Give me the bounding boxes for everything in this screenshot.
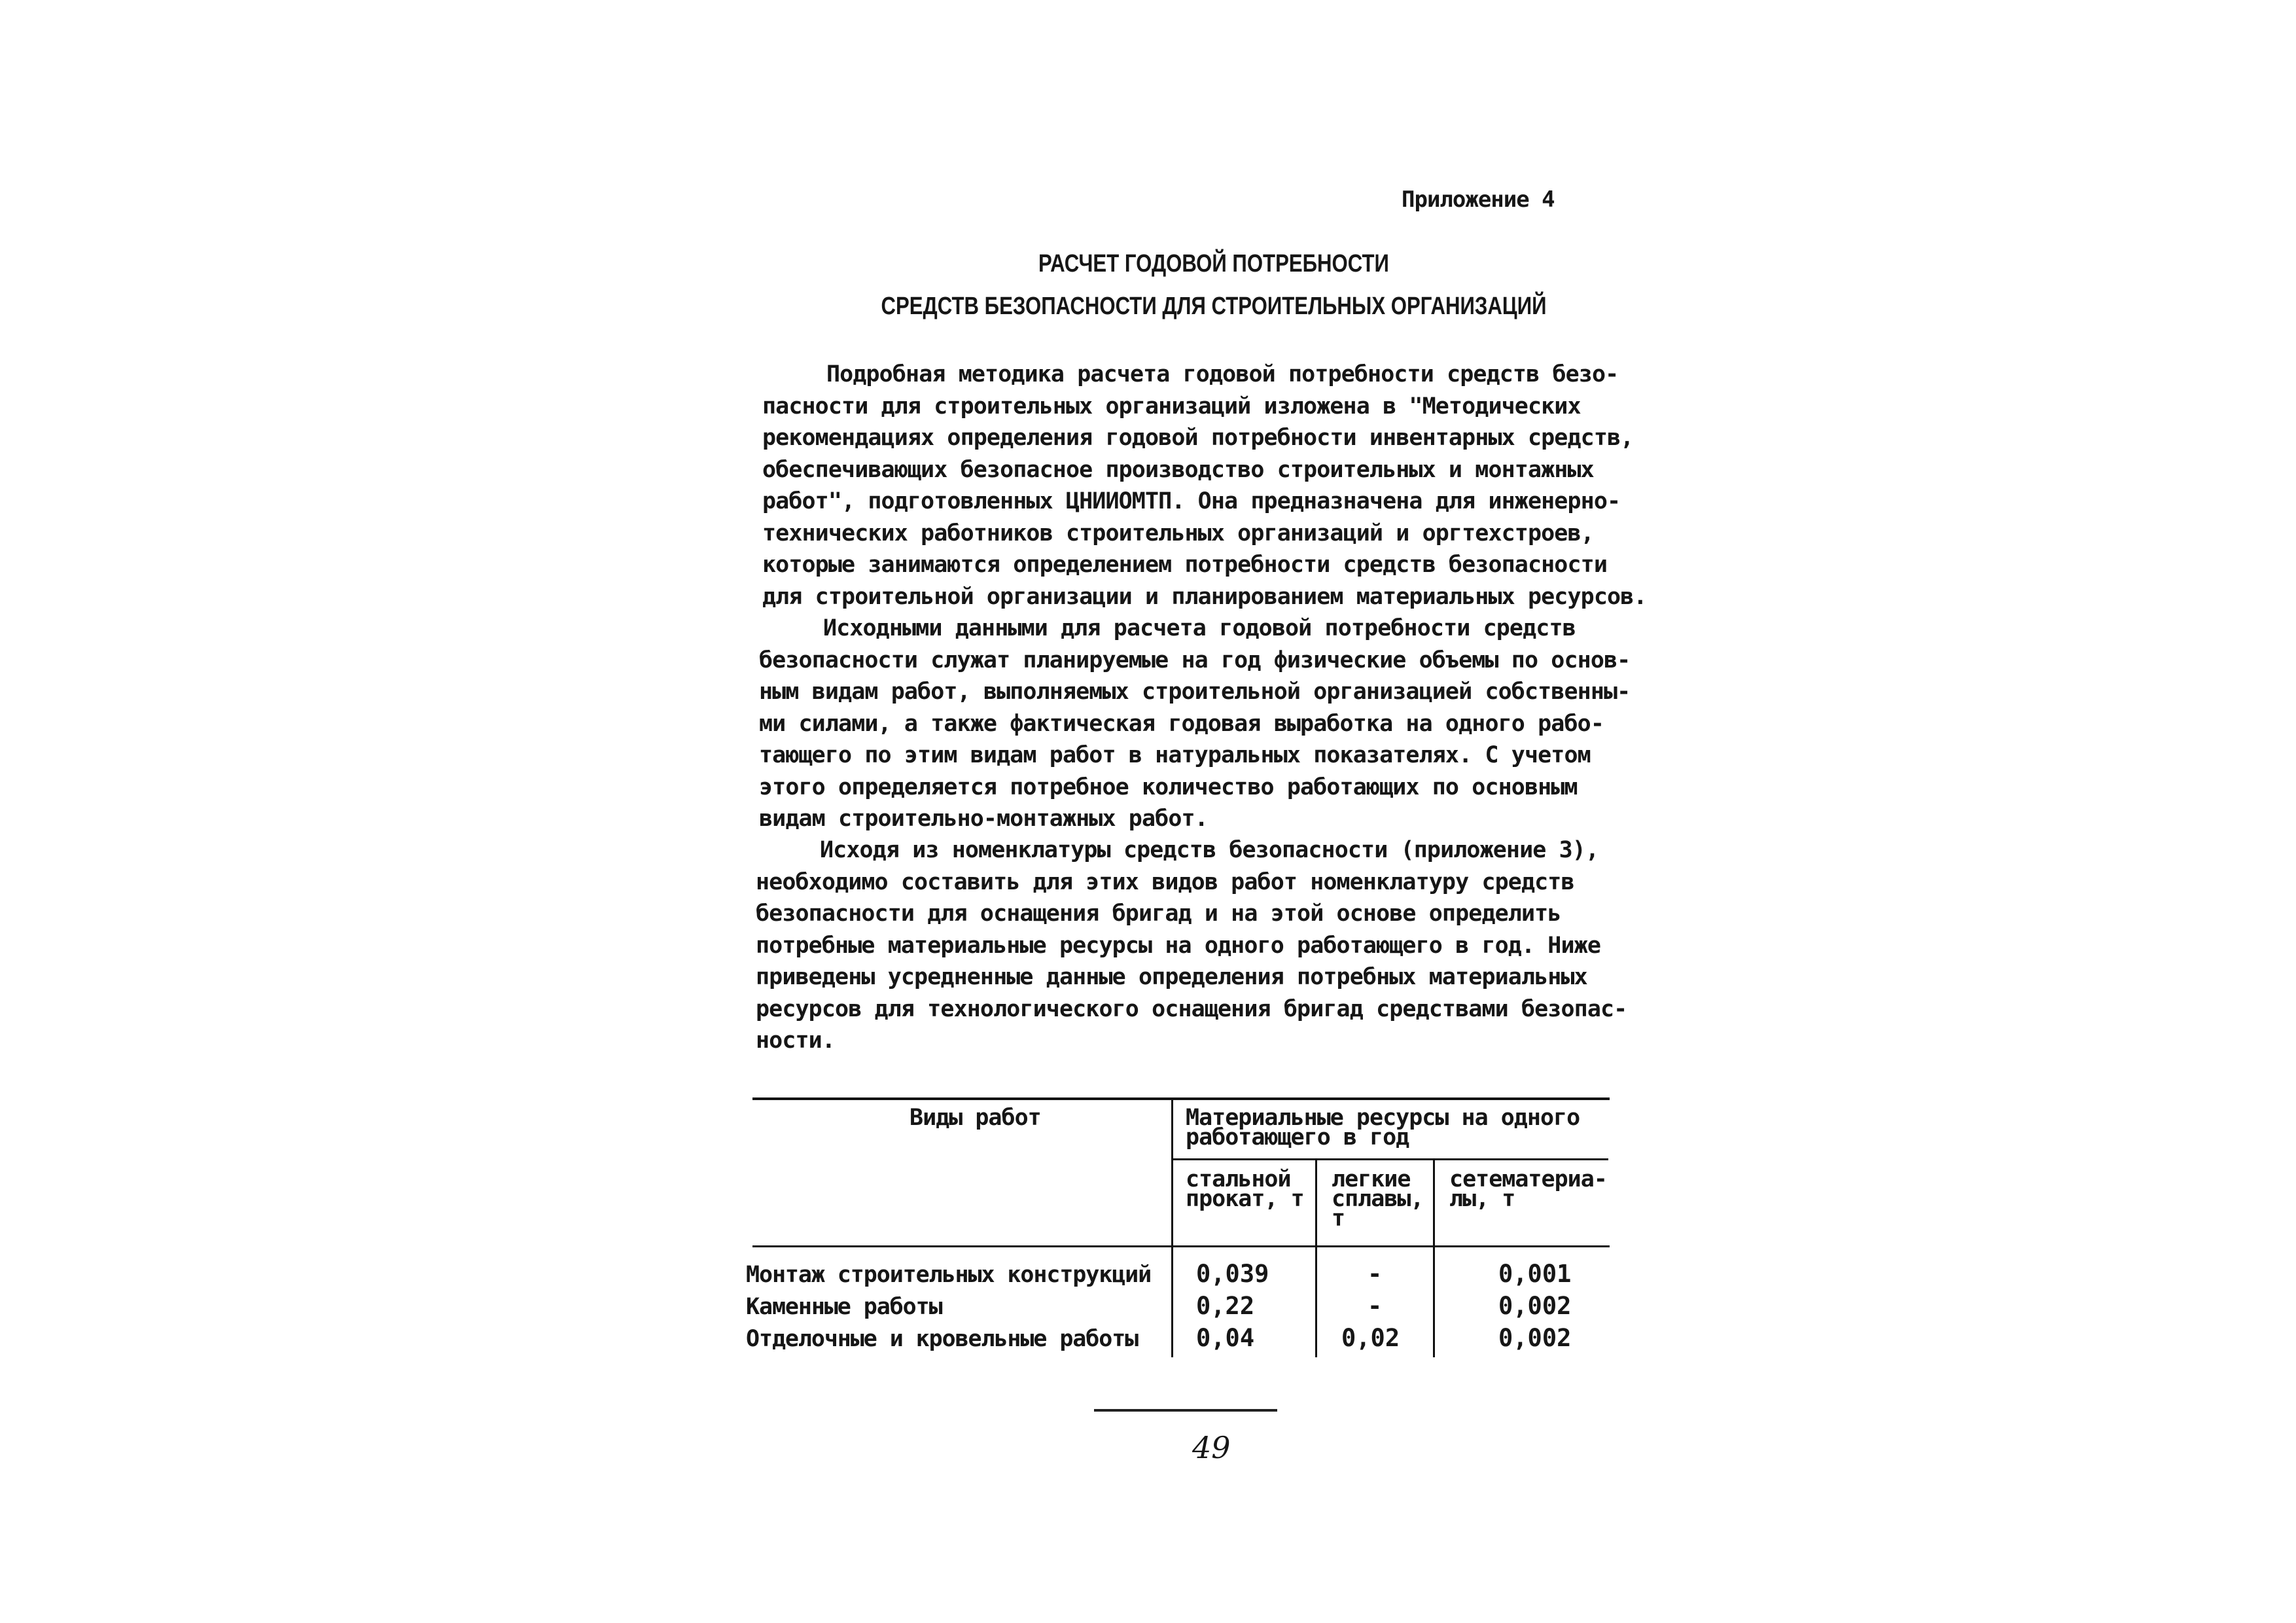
table-cell-mesh: 0,002 [1498,1292,1572,1320]
table-divider-work [1171,1097,1173,1357]
paragraph-line: тающего по этим видам работ в натуральных показателях. С учетом [759,742,1591,768]
group-header-line-1: Материальные ресурсы на одного [1186,1105,1580,1131]
paragraph-line: видам строительно-монтажных работ. [759,806,1208,832]
paragraph-line: ресурсов для технологического оснащения бригад средствами безопас- [756,995,1627,1022]
paragraph-line: для строительной организации и планированием материальных ресурсов. [762,583,1647,610]
paragraph-line: пасности для строительных организаций изложена в "Методических [762,393,1581,419]
paragraph-line: Подробная методика расчета годовой потребности средств безо- [826,361,1619,387]
column-header-alloy-line-2: сплавы, [1332,1186,1424,1212]
table-cell-mesh: 0,002 [1498,1324,1572,1352]
column-header-mesh-line-1: сетематериа- [1449,1166,1607,1192]
appendix-label: Приложение 4 [1402,187,1555,213]
paragraph-line: технических работников строительных организаций и оргтехстроев, [762,520,1594,546]
page-number: 49 [1192,1430,1231,1465]
column-header-alloy-line-1: легкие [1332,1166,1411,1192]
table-cell-steel: 0,04 [1196,1324,1255,1352]
paragraph-line: безопасности для оснащения бригад и на этой основе определить [756,901,1561,927]
table-top-rule [752,1097,1610,1100]
table-cell-mesh: 0,001 [1498,1260,1572,1288]
page-title-line-2: СРЕДСТВ БЕЗОПАСНОСТИ ДЛЯ СТРОИТЕЛЬНЫХ ОРГАНИЗАЦИЙ [881,293,1547,320]
paragraph-line: этого определяется потребное количество работающих по основным [759,774,1578,800]
table-cell-steel: 0,22 [1196,1292,1255,1320]
footer-rule [1094,1409,1277,1412]
table-row-work: Каменные работы [746,1294,942,1320]
paragraph-1 [762,359,1647,613]
group-header-line-2: работающего в год [1186,1124,1409,1150]
paragraph-line: рекомендациях определения годовой потребности инвентарных средств, [762,425,1634,451]
table-group-rule [1173,1158,1608,1160]
table-divider-alloy [1433,1160,1435,1357]
column-header-steel-line-1: стальной [1186,1166,1291,1192]
page-title-line-1: РАСЧЕТ ГОДОВОЙ ПОТРЕБНОСТИ [1038,250,1389,277]
paragraph-line: необходимо составить для этих видов работ номенклатуру средств [756,868,1574,895]
column-header-alloy-line-3: т [1332,1205,1345,1232]
paragraph-line: Исходными данными для расчета годовой потребности средств [823,615,1576,641]
table-cell-alloy: 0,02 [1341,1324,1400,1352]
paragraph-line: работ", подготовленных ЦНИИОМТП. Она предназначена для инженерно- [762,488,1621,514]
column-header-steel-line-2: прокат, т [1186,1186,1304,1212]
column-header-work: Виды работ [910,1105,1041,1131]
column-header-mesh-line-2: лы, т [1449,1186,1515,1212]
table-cell-alloy: - [1368,1260,1383,1288]
table-cell-alloy: - [1368,1292,1383,1320]
table-row-work: Отделочные и кровельные работы [746,1326,1139,1352]
table-header-rule [752,1245,1610,1247]
paragraph-line: обеспечивающих безопасное производство строительных и монтажных [762,456,1594,483]
paragraph-2 [759,613,1630,835]
paragraph-line: ности. [756,1027,836,1054]
paragraph-line: которые занимаются определением потребности средств безопасности [762,552,1607,578]
paragraph-line: Исходя из номенклатуры средств безопасности (приложение 3), [820,837,1599,863]
paragraph-line: безопасности служат планируемые на год физические объемы по основ- [759,647,1631,673]
paragraph-line: ми силами, а также фактическая годовая выработка на одного рабо- [759,710,1604,737]
paragraph-line: потребные материальные ресурсы на одного работающего в год. Ниже [756,932,1600,959]
table-divider-steel [1315,1160,1317,1357]
paragraph-3 [756,834,1627,1057]
table-cell-steel: 0,039 [1196,1260,1269,1288]
table-row-work: Монтаж строительных конструкций [746,1262,1152,1288]
paragraph-line: ным видам работ, выполняемых строительной организацией собственны- [759,679,1631,705]
paragraph-line: приведены усредненные данные определения потребных материальных [756,964,1587,990]
